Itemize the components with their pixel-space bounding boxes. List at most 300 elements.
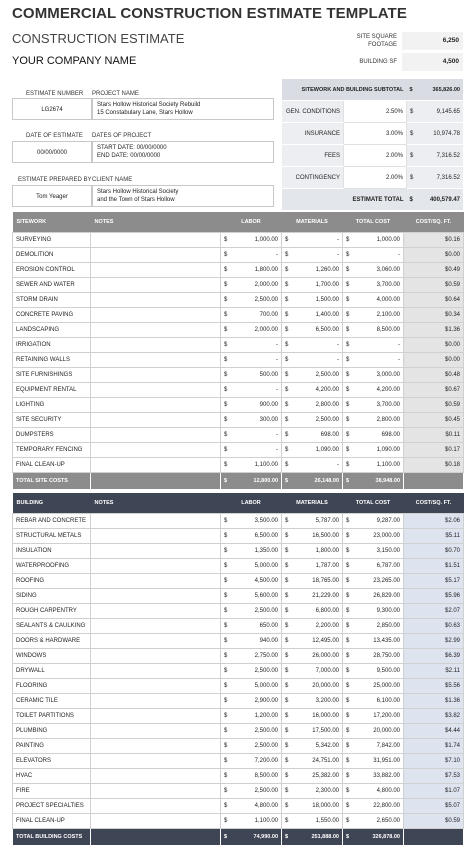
building-notes[interactable] [91, 739, 221, 754]
table-row [13, 814, 464, 829]
sitework-labor-currency: $ [221, 263, 229, 278]
building-sf-value[interactable]: 4,500 [402, 53, 463, 71]
sitework-materials-currency: $ [282, 293, 290, 308]
summary-row-label: INSURANCE [282, 123, 344, 145]
building-notes[interactable] [91, 544, 221, 559]
building-materials-amount[interactable]: 6,800.00 [290, 604, 343, 619]
building-labor-amount[interactable]: 7,200.00 [229, 754, 282, 769]
sitework-cost-per-sqft: $0.49 [404, 263, 464, 278]
building-notes[interactable] [91, 814, 221, 829]
building-total-amount: 25,000.00 [351, 679, 404, 694]
sitework-labor-currency: $ [221, 233, 229, 248]
building-labor-amount[interactable]: 1,200.00 [229, 709, 282, 724]
sitework-labor-currency: $ [221, 443, 229, 458]
building-materials-amount[interactable]: 16,500.00 [290, 529, 343, 544]
summary-subtotal-row [282, 79, 463, 101]
sitework-total-amount: - [351, 248, 404, 263]
sitework-materials-amount[interactable]: 1,400.00 [290, 308, 343, 323]
building-labor-amount[interactable]: 2,500.00 [229, 604, 282, 619]
sitework-total-currency: $ [343, 368, 351, 383]
building-materials-amount[interactable]: 16,000.00 [290, 709, 343, 724]
building-cost-per-sqft: $1.36 [404, 694, 464, 709]
building-notes[interactable] [91, 784, 221, 799]
sitework-labor-amount[interactable]: 500.00 [229, 368, 282, 383]
building-total-amount: 7,842.00 [351, 739, 404, 754]
sitework-notes[interactable] [91, 368, 221, 383]
sitework-item-name: SURVEYING [13, 233, 91, 248]
building-materials-amount[interactable]: 1,800.00 [290, 544, 343, 559]
summary-row-pct[interactable]: 2.00% [344, 145, 407, 167]
building-item-name: TOILET PARTITIONS [13, 709, 91, 724]
sitework-materials-amount[interactable]: 1,090.00 [290, 443, 343, 458]
sitework-total-amount: 4,200.00 [351, 383, 404, 398]
building-materials-amount[interactable]: 21,229.00 [290, 589, 343, 604]
building-notes[interactable] [91, 724, 221, 739]
sitework-labor-currency: $ [221, 308, 229, 323]
sitework-item-name: IRRIGATION [13, 338, 91, 353]
building-cost-per-sqft: $1.74 [404, 739, 464, 754]
page-subtitle: CONSTRUCTION ESTIMATE [12, 31, 185, 46]
building-materials-amount[interactable]: 5,342.00 [290, 739, 343, 754]
table-row [13, 724, 464, 739]
sitework-total-amount: 698.00 [351, 428, 404, 443]
table-row [13, 428, 464, 443]
building-labor-amount[interactable]: 2,900.00 [229, 694, 282, 709]
table-row [13, 739, 464, 754]
sitework-total-currency: $ [343, 428, 351, 443]
building-materials-currency: $ [282, 754, 290, 769]
sitework-materials-amount[interactable]: 1,700.00 [290, 278, 343, 293]
sitework-total-materials-currency: $ [282, 473, 290, 490]
sitework-materials-amount[interactable]: - [290, 248, 343, 263]
building-item-name: STRUCTURAL METALS [13, 529, 91, 544]
building-materials-currency: $ [282, 649, 290, 664]
building-labor-amount[interactable]: 4,800.00 [229, 799, 282, 814]
building-labor-currency: $ [221, 514, 229, 529]
building-labor-amount[interactable]: 1,100.00 [229, 814, 282, 829]
table-row [13, 443, 464, 458]
building-labor-currency: $ [221, 544, 229, 559]
sitework-materials-currency: $ [282, 443, 290, 458]
sitework-notes[interactable] [91, 398, 221, 413]
sitework-materials-amount[interactable]: 1,260.00 [290, 263, 343, 278]
sitework-materials-amount[interactable]: - [290, 233, 343, 248]
building-materials-currency: $ [282, 559, 290, 574]
sitework-labor-amount[interactable]: 700.00 [229, 308, 282, 323]
sitework-notes[interactable] [91, 428, 221, 443]
sitework-item-name: LIGHTING [13, 398, 91, 413]
summary-total-value: 400,579.47 [419, 189, 463, 211]
sitework-item-name: CONCRETE PAVING [13, 308, 91, 323]
building-labor-amount[interactable]: 2,500.00 [229, 739, 282, 754]
building-notes[interactable] [91, 514, 221, 529]
building-total-currency: $ [343, 739, 351, 754]
sitework-notes[interactable] [91, 293, 221, 308]
table-row [13, 754, 464, 769]
building-materials-amount[interactable]: 1,787.00 [290, 559, 343, 574]
building-materials-currency: $ [282, 634, 290, 649]
table-row [13, 514, 464, 529]
building-total-currency: $ [343, 604, 351, 619]
building-labor-amount[interactable]: 1,350.00 [229, 544, 282, 559]
building-labor-currency: $ [221, 799, 229, 814]
sitework-total-amount: 3,060.00 [351, 263, 404, 278]
sitework-materials-amount[interactable]: 4,200.00 [290, 383, 343, 398]
sitework-cost-per-sqft: $0.64 [404, 293, 464, 308]
building-materials-amount[interactable]: 2,300.00 [290, 784, 343, 799]
building-materials-amount[interactable]: 1,550.00 [290, 814, 343, 829]
building-item-name: HVAC [13, 769, 91, 784]
sitework-labor-amount[interactable]: - [229, 383, 282, 398]
building-total-amount: 20,000.00 [351, 724, 404, 739]
building-cost-per-sqft: $7.53 [404, 769, 464, 784]
sitework-total-amount: 2,800.00 [351, 413, 404, 428]
building-notes[interactable] [91, 649, 221, 664]
building-total-currency: $ [343, 559, 351, 574]
summary-total-currency: $ [407, 189, 420, 211]
building-notes[interactable] [91, 604, 221, 619]
building-materials-amount[interactable]: 26,000.00 [290, 649, 343, 664]
summary-row-amount: 10,974.78 [419, 123, 463, 145]
sitework-notes[interactable] [91, 458, 221, 473]
building-materials-currency: $ [282, 664, 290, 679]
sitework-notes[interactable] [91, 413, 221, 428]
sitework-total-currency: $ [343, 278, 351, 293]
sitework-notes[interactable] [91, 308, 221, 323]
summary-row-pct[interactable]: 2.00% [344, 167, 407, 189]
sitework-cost-per-sqft: $0.48 [404, 368, 464, 383]
building-total-amount: 3,150.00 [351, 544, 404, 559]
building-total-amount: 9,500.00 [351, 664, 404, 679]
sitework-labor-currency: $ [221, 323, 229, 338]
sitework-total-materials-amount: 26,148.00 [290, 473, 343, 490]
building-labor-amount[interactable]: 5,600.00 [229, 589, 282, 604]
building-notes[interactable] [91, 754, 221, 769]
building-notes[interactable] [91, 694, 221, 709]
building-item-name: ROOFING [13, 574, 91, 589]
building-materials-amount[interactable]: 18,000.00 [290, 799, 343, 814]
building-total-amount: 2,850.00 [351, 619, 404, 634]
sitework-labor-currency: $ [221, 353, 229, 368]
prepared-by-label: ESTIMATE PREPARED BY [18, 177, 92, 183]
building-notes[interactable] [91, 574, 221, 589]
client-name-label: CLIENT NAME [92, 177, 133, 183]
building-total-item-name: TOTAL BUILDING COSTS [13, 829, 91, 846]
building-total-labor-currency: $ [221, 829, 229, 846]
table-row [13, 323, 464, 338]
sitework-labor-currency: $ [221, 278, 229, 293]
site-sqft-value[interactable]: 6,250 [402, 32, 463, 50]
building-item-name: PLUMBING [13, 724, 91, 739]
summary-row [282, 145, 463, 167]
sitework-header-name: SITEWORK [13, 212, 91, 233]
building-notes[interactable] [91, 769, 221, 784]
sitework-labor-amount[interactable]: 900.00 [229, 398, 282, 413]
sitework-labor-amount[interactable]: 2,000.00 [229, 278, 282, 293]
sitework-header-notes: NOTES [91, 212, 221, 233]
sitework-total-currency: $ [343, 263, 351, 278]
building-materials-amount[interactable]: 17,500.00 [290, 724, 343, 739]
building-total-currency: $ [343, 619, 351, 634]
sitework-materials-amount[interactable]: - [290, 458, 343, 473]
building-table [12, 493, 464, 846]
summary-row-label: CONTINGENCY [282, 167, 344, 189]
dates-of-project-field[interactable] [92, 141, 274, 163]
building-materials-amount[interactable]: 12,495.00 [290, 634, 343, 649]
building-labor-currency: $ [221, 529, 229, 544]
building-labor-amount[interactable]: 2,750.00 [229, 649, 282, 664]
sitework-total-amount: 8,500.00 [351, 323, 404, 338]
table-row [13, 649, 464, 664]
building-total-amount: 28,750.00 [351, 649, 404, 664]
sitework-notes[interactable] [91, 248, 221, 263]
end-date-value: END DATE: 00/00/0000 [97, 153, 161, 159]
building-item-name: REBAR AND CONCRETE [13, 514, 91, 529]
building-notes[interactable] [91, 709, 221, 724]
building-labor-amount[interactable]: 4,500.00 [229, 574, 282, 589]
sitework-cost-per-sqft: $0.59 [404, 398, 464, 413]
sitework-labor-amount[interactable]: - [229, 443, 282, 458]
table-row [13, 619, 464, 634]
sitework-materials-currency: $ [282, 338, 290, 353]
estimate-number-field[interactable] [12, 98, 92, 120]
sitework-item-name: TEMPORARY FENCING [13, 443, 91, 458]
project-name-field[interactable] [92, 98, 274, 120]
start-date-value: START DATE: 00/00/0000 [97, 145, 167, 151]
summary-row-amount: 7,316.52 [419, 167, 463, 189]
sitework-total-currency: $ [343, 293, 351, 308]
prepared-by-field[interactable] [12, 185, 92, 207]
sitework-labor-amount[interactable]: 1,100.00 [229, 458, 282, 473]
building-labor-currency: $ [221, 649, 229, 664]
sitework-materials-amount[interactable]: 2,500.00 [290, 368, 343, 383]
building-notes[interactable] [91, 799, 221, 814]
building-materials-amount[interactable]: 2,200.00 [290, 619, 343, 634]
sitework-item-name: DEMOLITION [13, 248, 91, 263]
sitework-notes[interactable] [91, 263, 221, 278]
building-total-amount: 6,100.00 [351, 694, 404, 709]
table-row [13, 413, 464, 428]
building-item-name: ELEVATORS [13, 754, 91, 769]
building-cost-per-sqft: $2.11 [404, 664, 464, 679]
summary-row [282, 101, 463, 123]
project-name-value: Stars Hollow Historical Society Rebuild [97, 102, 201, 108]
building-materials-currency: $ [282, 619, 290, 634]
site-sqft-label: SITE SQUARE FOOTAGE [356, 34, 397, 48]
building-materials-amount[interactable]: 3,200.00 [290, 694, 343, 709]
building-notes[interactable] [91, 529, 221, 544]
sitework-labor-amount[interactable]: 2,500.00 [229, 293, 282, 308]
sitework-materials-amount[interactable]: 6,500.00 [290, 323, 343, 338]
sitework-labor-amount[interactable]: - [229, 353, 282, 368]
building-total-materials-currency: $ [282, 829, 290, 846]
summary-subtotal-label: SITEWORK AND BUILDING SUBTOTAL [282, 79, 407, 101]
building-labor-currency: $ [221, 694, 229, 709]
building-notes[interactable] [91, 664, 221, 679]
building-notes[interactable] [91, 634, 221, 649]
sitework-cost-per-sqft: $0.00 [404, 338, 464, 353]
building-labor-currency: $ [221, 559, 229, 574]
building-labor-amount[interactable]: 2,500.00 [229, 724, 282, 739]
building-labor-amount[interactable]: 2,500.00 [229, 664, 282, 679]
sitework-total-currency: $ [343, 413, 351, 428]
sitework-item-name: EQUIPMENT RENTAL [13, 383, 91, 398]
sitework-labor-amount[interactable]: - [229, 338, 282, 353]
sitework-notes[interactable] [91, 278, 221, 293]
summary-total-label: ESTIMATE TOTAL [282, 189, 407, 211]
building-cost-per-sqft: $5.07 [404, 799, 464, 814]
sitework-materials-amount[interactable]: 2,800.00 [290, 398, 343, 413]
building-labor-currency: $ [221, 754, 229, 769]
building-labor-amount[interactable]: 8,500.00 [229, 769, 282, 784]
sitework-materials-amount[interactable]: - [290, 338, 343, 353]
building-total-amount: 13,435.00 [351, 634, 404, 649]
sitework-item-name: STORM DRAIN [13, 293, 91, 308]
sitework-materials-amount[interactable]: 1,500.00 [290, 293, 343, 308]
table-row [13, 278, 464, 293]
building-labor-currency: $ [221, 634, 229, 649]
building-total-amount: 4,800.00 [351, 784, 404, 799]
sitework-notes[interactable] [91, 338, 221, 353]
sitework-labor-amount[interactable]: 300.00 [229, 413, 282, 428]
building-materials-currency: $ [282, 514, 290, 529]
sitework-notes[interactable] [91, 383, 221, 398]
sitework-total-amount: - [351, 353, 404, 368]
summary-total-row [282, 189, 463, 211]
sitework-materials-currency: $ [282, 278, 290, 293]
building-notes[interactable] [91, 589, 221, 604]
sitework-labor-currency: $ [221, 458, 229, 473]
building-total-amount: 2,650.00 [351, 814, 404, 829]
sitework-total-currency: $ [343, 398, 351, 413]
summary-row-currency: $ [407, 101, 420, 123]
client-name-field[interactable] [92, 185, 274, 207]
building-materials-amount[interactable]: 18,765.00 [290, 574, 343, 589]
table-row [13, 709, 464, 724]
table-row [13, 559, 464, 574]
building-materials-amount[interactable]: 25,382.00 [290, 769, 343, 784]
sitework-labor-amount[interactable]: 1,800.00 [229, 263, 282, 278]
building-notes[interactable] [91, 619, 221, 634]
sitework-cost-per-sqft: $0.17 [404, 443, 464, 458]
building-cost-per-sqft: $0.63 [404, 619, 464, 634]
sitework-total-amount: - [351, 338, 404, 353]
building-item-name: SEALANTS & CAULKING [13, 619, 91, 634]
building-cost-per-sqft: $6.39 [404, 649, 464, 664]
table-row [13, 398, 464, 413]
sitework-total-notes [91, 473, 221, 490]
sitework-labor-amount[interactable]: 1,000.00 [229, 233, 282, 248]
building-total-currency: $ [343, 724, 351, 739]
sitework-labor-amount[interactable]: - [229, 248, 282, 263]
estimate-number-value: LG2674 [41, 107, 63, 113]
summary-row-label: FEES [282, 145, 344, 167]
building-materials-amount[interactable]: 7,000.00 [290, 664, 343, 679]
sitework-total-currency: $ [343, 383, 351, 398]
building-labor-amount[interactable]: 5,000.00 [229, 559, 282, 574]
building-materials-currency: $ [282, 739, 290, 754]
sitework-materials-amount[interactable]: 698.00 [290, 428, 343, 443]
building-labor-amount[interactable]: 6,500.00 [229, 529, 282, 544]
building-total-amount: 9,300.00 [351, 604, 404, 619]
date-of-estimate-field[interactable] [12, 141, 92, 163]
table-row [13, 784, 464, 799]
sitework-notes[interactable] [91, 353, 221, 368]
building-header-labor: LABOR [221, 493, 282, 514]
sitework-labor-amount[interactable]: 2,000.00 [229, 323, 282, 338]
building-cost-per-sqft: $0.70 [404, 544, 464, 559]
sitework-total-amount: 3,000.00 [351, 368, 404, 383]
building-notes[interactable] [91, 679, 221, 694]
summary-row-amount: 7,316.52 [419, 145, 463, 167]
summary-row [282, 123, 463, 145]
building-labor-amount[interactable]: 940.00 [229, 634, 282, 649]
company-name: YOUR COMPANY NAME [12, 55, 137, 67]
building-total-currency: $ [343, 529, 351, 544]
building-notes[interactable] [91, 559, 221, 574]
building-total-row [13, 829, 464, 846]
building-materials-amount[interactable]: 24,751.00 [290, 754, 343, 769]
sitework-total-labor-amount: 12,800.00 [229, 473, 282, 490]
building-materials-currency: $ [282, 709, 290, 724]
sitework-total-labor-currency: $ [221, 473, 229, 490]
sitework-notes[interactable] [91, 323, 221, 338]
sitework-total-amount: 2,100.00 [351, 308, 404, 323]
building-total-currency: $ [343, 634, 351, 649]
building-cost-per-sqft: $5.11 [404, 529, 464, 544]
sitework-materials-amount[interactable]: 2,500.00 [290, 413, 343, 428]
sitework-total-amount: 3,700.00 [351, 398, 404, 413]
estimate-summary-table [282, 79, 463, 211]
building-materials-amount[interactable]: 20,000.00 [290, 679, 343, 694]
building-sf-label: BUILDING SF [359, 59, 397, 65]
building-item-name: PROJECT SPECIALTIES [13, 799, 91, 814]
summary-row-currency: $ [407, 123, 420, 145]
sitework-notes[interactable] [91, 443, 221, 458]
sitework-materials-amount[interactable]: - [290, 353, 343, 368]
building-materials-amount[interactable]: 5,787.00 [290, 514, 343, 529]
sitework-materials-currency: $ [282, 413, 290, 428]
sitework-cost-per-sqft: $0.59 [404, 278, 464, 293]
building-labor-amount[interactable]: 650.00 [229, 619, 282, 634]
summary-row-pct[interactable]: 2.50% [344, 101, 407, 123]
building-cost-per-sqft: $2.99 [404, 634, 464, 649]
sitework-cost-per-sqft: $0.18 [404, 458, 464, 473]
building-cost-per-sqft: $1.51 [404, 559, 464, 574]
building-labor-amount[interactable]: 3,500.00 [229, 514, 282, 529]
sitework-labor-currency: $ [221, 428, 229, 443]
sitework-materials-currency: $ [282, 263, 290, 278]
table-row [13, 293, 464, 308]
sitework-labor-amount[interactable]: - [229, 428, 282, 443]
building-labor-amount[interactable]: 5,000.00 [229, 679, 282, 694]
summary-row-currency: $ [407, 167, 420, 189]
summary-row-pct[interactable]: 3.00% [344, 123, 407, 145]
building-labor-amount[interactable]: 2,500.00 [229, 784, 282, 799]
building-total-cost-per-sqft [404, 829, 464, 846]
building-materials-currency: $ [282, 769, 290, 784]
building-total-currency: $ [343, 814, 351, 829]
building-cost-per-sqft: $7.10 [404, 754, 464, 769]
building-cost-per-sqft: $5.96 [404, 589, 464, 604]
summary-subtotal-value: 365,826.00 [419, 79, 463, 101]
table-row [13, 248, 464, 263]
building-cost-per-sqft: $5.17 [404, 574, 464, 589]
building-materials-currency: $ [282, 529, 290, 544]
sitework-notes[interactable] [91, 233, 221, 248]
table-row [13, 769, 464, 784]
sitework-labor-currency: $ [221, 383, 229, 398]
